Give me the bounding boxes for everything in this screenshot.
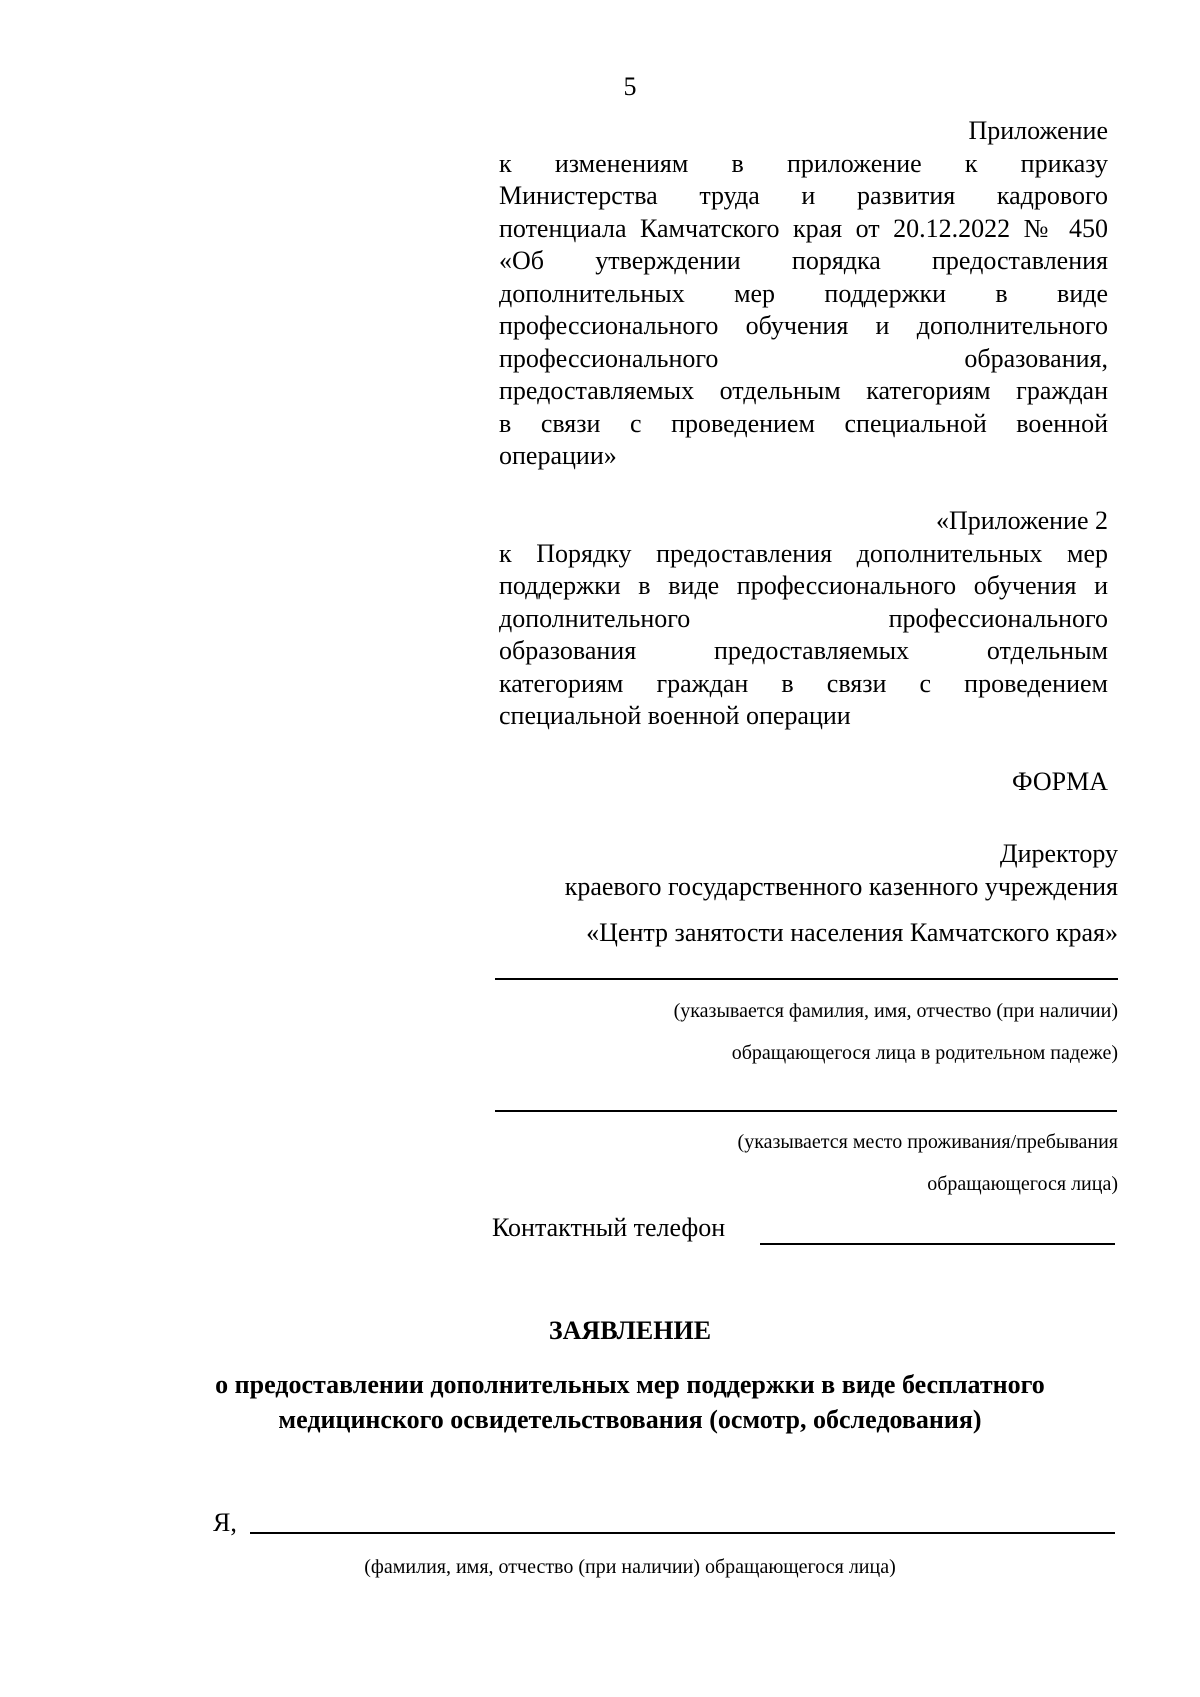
appendix2-line: категориям граждан в связи с проведением	[499, 668, 1108, 698]
addressee-organization-name: «Центр занятости населения Камчатского края»	[586, 918, 1118, 947]
page-number: 5	[623, 72, 637, 101]
appendix2-line: дополнительного профессионального	[499, 603, 1108, 633]
applicant-name-caption-cont: обращающегося лица в родительном падеже)	[731, 1042, 1118, 1064]
residence-caption: (указывается место проживания/пребывания	[737, 1131, 1118, 1153]
residence-caption-cont: обращающегося лица)	[927, 1173, 1118, 1195]
appendix2-header-block	[499, 505, 1108, 733]
form-label: ФОРМА	[1012, 767, 1108, 796]
contact-phone-field-line[interactable]	[760, 1243, 1115, 1245]
appendix-line: Приложение	[968, 116, 1108, 145]
applicant-fullname-caption: (фамилия, имя, отчество (при наличии) обращающегося лица)	[364, 1556, 896, 1578]
appendix2-line: поддержки в виде профессионального обучения и	[499, 571, 1108, 600]
appendix-line: «Об утверждении порядка предоставления	[499, 246, 1108, 275]
appendix-line: Министерства труда и развития кадрового	[499, 181, 1108, 210]
appendix-line: в связи с проведением специальной военной	[499, 408, 1108, 438]
residence-field-line[interactable]	[495, 1110, 1117, 1112]
appendix-line: дополнительных мер поддержки в виде	[499, 278, 1108, 308]
document-subtitle: о предоставлении дополнительных мер поддержки в виде бесплатного	[215, 1370, 1045, 1399]
applicant-fullname-field-line[interactable]	[250, 1532, 1115, 1534]
appendix2-line: к Порядку предоставления дополнительных мер	[499, 538, 1108, 568]
appendix2-line: специальной военной операции	[499, 701, 851, 730]
addressee-title: Директору	[999, 839, 1118, 868]
addressee-organization: краевого государственного казенного учреждения	[564, 872, 1118, 901]
contact-phone-label: Контактный телефон	[492, 1213, 726, 1242]
document-subtitle-cont: медицинского освидетельствования (осмотр, обследования)	[278, 1405, 982, 1434]
appendix-line: профессионального обучения и дополнительного	[499, 311, 1108, 340]
applicant-name-field-line[interactable]	[495, 978, 1118, 980]
appendix-line: операции»	[499, 441, 617, 470]
applicant-prefix: Я,	[213, 1508, 237, 1537]
appendix-line: профессионального образования,	[499, 343, 1108, 373]
appendix2-line: образования предоставляемых отдельным	[499, 636, 1108, 665]
document-title: ЗАЯВЛЕНИЕ	[548, 1316, 712, 1345]
appendix-line: предоставляемых отдельным категориям граждан	[499, 376, 1108, 405]
appendix-line: к изменениям в приложение к приказу	[499, 148, 1108, 178]
appendix-header-block	[499, 115, 1108, 473]
appendix2-line: «Приложение 2	[935, 506, 1108, 535]
applicant-name-caption: (указывается фамилия, имя, отчество (при наличии)	[673, 1000, 1118, 1022]
appendix-line: потенциала Камчатского края от 20.12.2022 № 450	[499, 213, 1108, 243]
